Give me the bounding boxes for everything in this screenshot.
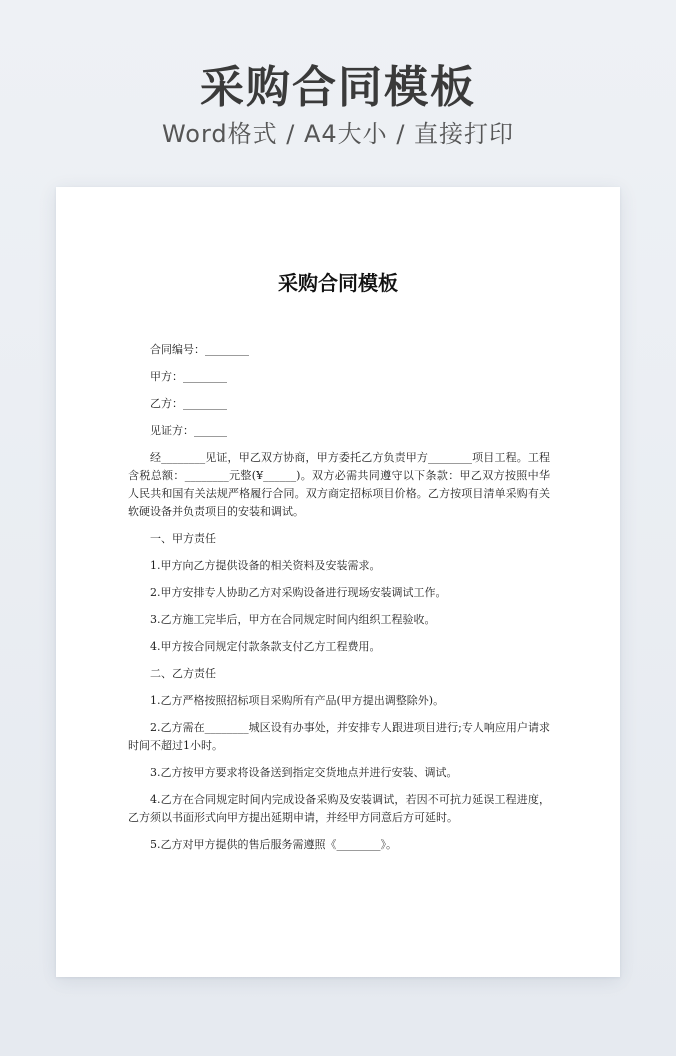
list-item: 5.乙方对甲方提供的售后服务需遵照《________》。 <box>150 838 397 851</box>
list-item: 3.乙方施工完毕后，甲方在合同规定时间内组织工程验收。 <box>150 613 436 626</box>
party-a-field: 甲方：________ <box>150 370 227 383</box>
document-page <box>56 187 620 977</box>
party-b-field: 乙方：________ <box>150 397 227 410</box>
list-item: 3.乙方按甲方要求将设备送到指定交货地点并进行安装、调试。 <box>150 766 458 779</box>
list-item: 2.乙方需在________城区设有办事处，并安排专人跟进项目进行;专人响应用户请求时间不超过1小时。 <box>128 721 550 752</box>
list-item: 1.乙方严格按照招标项目采购所有产品(甲方提出调整除外)。 <box>150 694 445 707</box>
list-item: 4.乙方在合同规定时间内完成设备采购及安装调试，若因不可抗力延误工程进度，乙方须以书面形式向甲方提出延期申请，并经甲方同意后方可延时。 <box>128 793 550 824</box>
list-item: 1.甲方向乙方提供设备的相关资料及安装需求。 <box>150 559 381 572</box>
header-subtitle: Word格式 / A4大小 / 直接打印 <box>161 120 515 148</box>
list-item: 2.甲方安排专人协助乙方对采购设备进行现场安装调试工作。 <box>150 586 447 599</box>
contract-number-field: 合同编号：________ <box>150 343 249 356</box>
document-body <box>128 341 550 863</box>
intro-paragraph: 经________见证，甲乙双方协商，甲方委托乙方负责甲方________项目工程。工程含税总额：________元整(¥______)。双方必需共同遵守以下条款：甲乙双方按照中华人民共和国有关法规严格履行合同。双方商定招标项目价格。乙方按项目清单采购有关软硬设备并负责项目的安装和调试。 <box>128 451 550 518</box>
section-heading-party-a: 一、甲方责任 <box>150 532 216 545</box>
header-title: 采购合同模板 <box>200 62 476 113</box>
list-item: 4.甲方按合同规定付款条款支付乙方工程费用。 <box>150 640 381 653</box>
document-title: 采购合同模板 <box>278 271 398 295</box>
witness-field: 见证方：______ <box>150 424 227 437</box>
section-heading-party-b: 二、乙方责任 <box>150 667 216 680</box>
